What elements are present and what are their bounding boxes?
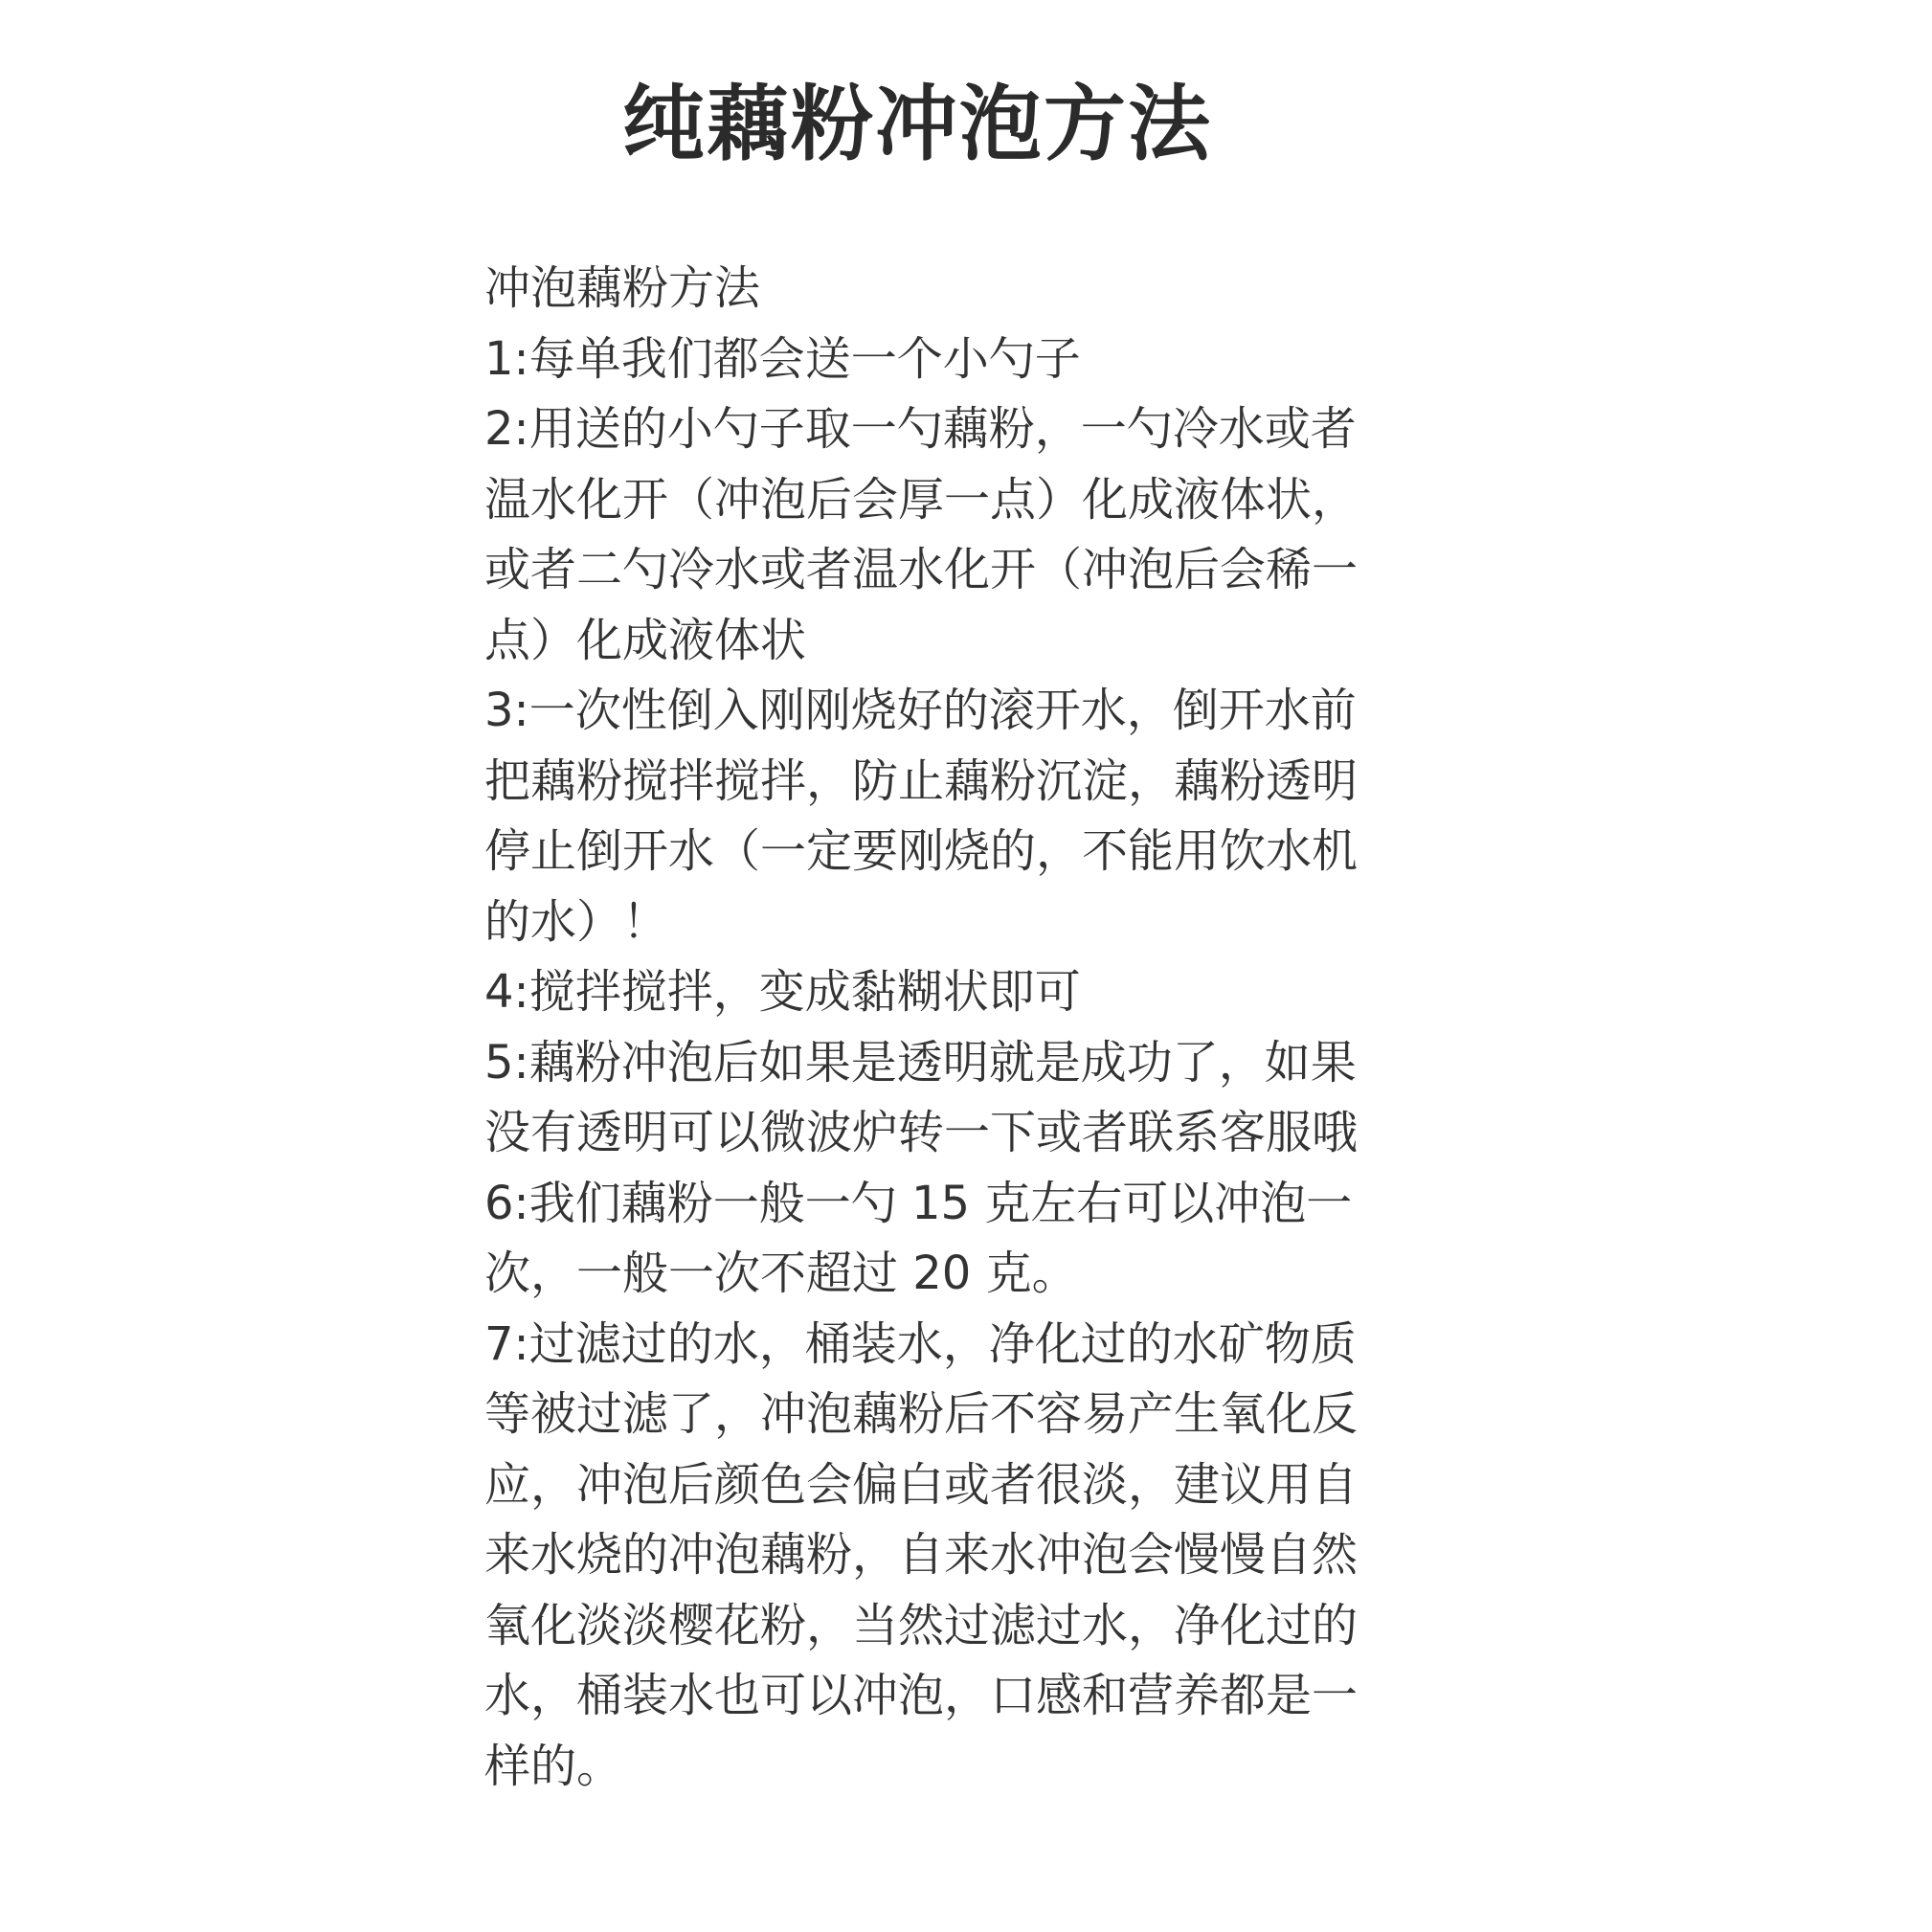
text-line: 样的。 — [484, 1739, 623, 1793]
text-line: 3:一次性倒入刚刚烧好的滚开水，倒开水前 — [484, 684, 1357, 737]
text-line: 次，一般一次不超过 20 克。 — [484, 1247, 1078, 1300]
text-line: 2:用送的小勺子取一勺藕粉，一勺冷水或者 — [484, 402, 1357, 456]
text-line: 冲泡藕粉方法 — [484, 261, 761, 315]
text-line: 7:过滤过的水，桶装水，净化过的水矿物质 — [484, 1316, 1357, 1371]
text-line: 没有透明可以微波炉转一下或者联系客服哦 — [484, 1106, 1359, 1159]
text-line: 应，冲泡后颜色会偏白或者很淡，建议用自 — [484, 1457, 1359, 1512]
text-line: 等被过滤了，冲泡藕粉后不容易产生氧化反 — [484, 1387, 1359, 1441]
page-title: 纯藕粉冲泡方法 — [622, 77, 1212, 172]
text-line: 或者二勺冷水或者温水化开（冲泡后会稀一 — [484, 543, 1359, 596]
text-line: 温水化开（冲泡后会厚一点）化成液体状， — [484, 472, 1359, 527]
instructions-body — [484, 254, 1461, 1802]
text-line: 停止倒开水（一定要刚烧的，不能用饮水机 — [484, 824, 1359, 878]
text-line: 1:每单我们都会送一个小勺子 — [484, 331, 1081, 386]
text-line: 水，桶装水也可以冲泡，口感和营养都是一 — [484, 1669, 1359, 1722]
text-line: 氧化淡淡樱花粉，当然过滤过水，净化过的 — [484, 1598, 1359, 1652]
text-line: 5:藕粉冲泡后如果是透明就是成功了，如果 — [484, 1035, 1357, 1090]
text-line: 来水烧的冲泡藕粉，自来水冲泡会慢慢自然 — [484, 1528, 1359, 1582]
text-line: 4:搅拌搅拌，变成黏糊状即可 — [484, 965, 1081, 1019]
text-line: 把藕粉搅拌搅拌，防止藕粉沉淀，藕粉透明 — [484, 753, 1359, 808]
text-line: 点）化成液体状 — [484, 613, 807, 667]
text-line: 6:我们藕粉一般一勺 15 克左右可以冲泡一 — [484, 1176, 1353, 1230]
text-line: 的水）！ — [484, 894, 669, 949]
